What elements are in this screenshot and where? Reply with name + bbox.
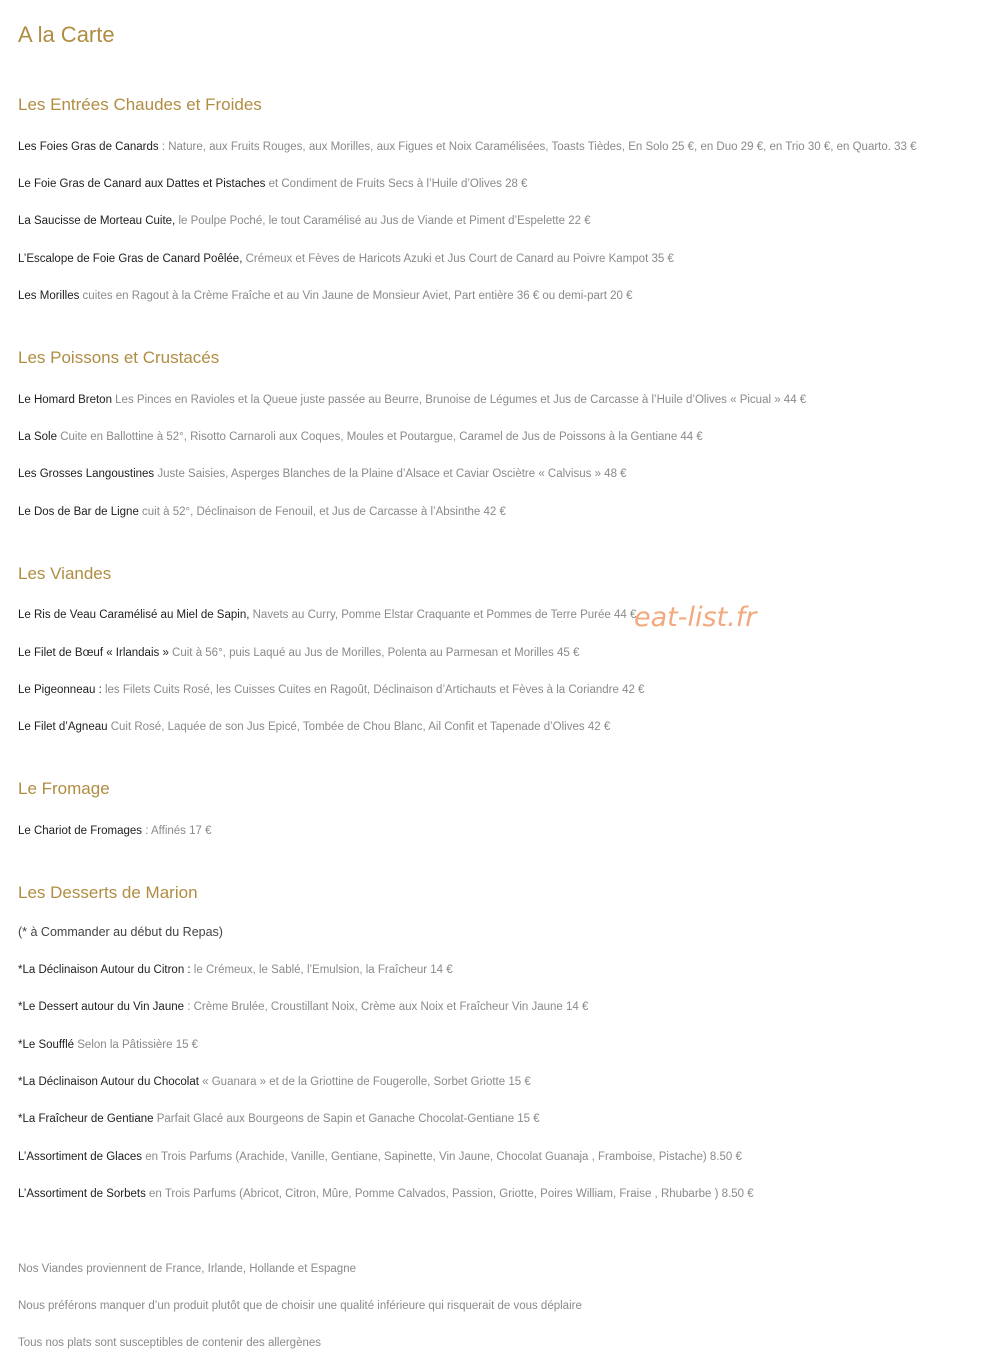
menu-item [18, 962, 453, 978]
section-title-poissons: Les Poissons et Crustacés [18, 348, 220, 367]
menu-item [18, 1111, 540, 1127]
menu-item [18, 429, 703, 445]
desserts-note: (* à Commander au début du Repas) [18, 925, 223, 939]
menu-item [18, 392, 806, 408]
menu-item-name: La Saucisse de Morteau Cuite, [18, 215, 176, 227]
menu-item-name: Le Homard Breton [18, 394, 112, 406]
menu-item [18, 1149, 742, 1165]
menu-item-name: L’Escalope de Foie Gras de Canard Poêlée, [18, 253, 243, 265]
menu-item-name: Le Filet d’Agneau [18, 721, 108, 733]
watermark-logo: eat-list.fr [634, 602, 757, 633]
menu-item-name: *La Fraîcheur de Gentiane [18, 1113, 154, 1125]
menu-item-desc: : Crème Brulée, Croustillant Noix, Crème aux Noix et Fraîcheur Vin Jaune 14 € [184, 1001, 589, 1013]
menu-item-desc: le Poulpe Poché, le tout Caramélisé au Jus de Viande et Piment d’Espelette 22 € [175, 215, 591, 227]
menu-item-desc: cuites en Ragout à la Crème Fraîche et au Vin Jaune de Monsieur Aviet, Part entière 36 € ou demi-part 20 € [79, 290, 633, 302]
menu-item-desc: : Affinés 17 € [142, 825, 212, 837]
menu-item [18, 719, 610, 735]
menu-item-desc: le Crémeux, le Sablé, l’Emulsion, la Fraîcheur 14 € [190, 964, 453, 976]
menu-item-name: L’Assortiment de Glaces [18, 1151, 143, 1163]
menu-item [18, 288, 633, 304]
menu-item-desc: cuit à 52°, Déclinaison de Fenouil, et Jus de Carcasse à l’Absinthe 42 € [138, 506, 506, 518]
menu-item [18, 213, 591, 229]
menu-item-name: *La Déclinaison Autour du Chocolat [18, 1076, 199, 1088]
menu-item-desc: en Trois Parfums (Abricot, Citron, Mûre, Pomme Calvados, Passion, Griotte, Poires William, Fraise , Rhubarbe ) 8.50 € [145, 1188, 754, 1200]
menu-item [18, 607, 636, 623]
menu-item-name: Le Foie Gras de Canard aux Dattes et Pistaches [18, 178, 266, 190]
menu-item [18, 1186, 754, 1202]
menu-item-name: *Le Soufflé [18, 1039, 75, 1051]
section-title-fromage: Le Fromage [18, 779, 110, 798]
menu-item-desc: Crémeux et Fèves de Haricots Azuki et Jus Court de Canard au Poivre Kampot 35 € [242, 253, 674, 265]
menu-item-name: Le Filet de Bœuf « Irlandais » [18, 647, 169, 659]
section-title-entrees: Les Entrées Chaudes et Froides [18, 95, 262, 114]
menu-item-desc: « Guanara » et de la Griottine de Fougerolle, Sorbet Griotte 15 € [198, 1076, 531, 1088]
menu-item-name: *Le Dessert autour du Vin Jaune [18, 1001, 185, 1013]
menu-item-name: Les Grosses Langoustines [18, 468, 155, 480]
menu-item-name: Le Ris de Veau Caramélisé au Miel de Sapin, [18, 609, 250, 621]
menu-item-name: Le Chariot de Fromages [18, 825, 143, 837]
menu-item-desc: Navets au Curry, Pomme Elstar Craquante et Pommes de Terre Purée 44 € [249, 609, 637, 621]
menu-item-desc: Cuit Rosé, Laquée de son Jus Epicé, Tombée de Chou Blanc, Ail Confit et Tapenade d’Olives 42 € [107, 721, 611, 733]
menu-item [18, 504, 506, 520]
footer-note-origin: Nos Viandes proviennent de France, Irlande, Hollande et Espagne [18, 1263, 356, 1275]
menu-item-name: *La Déclinaison Autour du Citron : [18, 964, 191, 976]
menu-item [18, 251, 674, 267]
menu-item-name: L’Assortiment de Sorbets [18, 1188, 146, 1200]
menu-item [18, 1037, 198, 1053]
section-title-viandes: Les Viandes [18, 564, 112, 583]
menu-item [18, 823, 212, 839]
menu-item [18, 176, 527, 192]
page-title: A la Carte [18, 22, 115, 47]
menu-item [18, 999, 588, 1015]
menu-item-desc: Cuit à 56°, puis Laqué au Jus de Morilles, Polenta au Parmesan et Morilles 45 € [168, 647, 580, 659]
section-title-desserts: Les Desserts de Marion [18, 883, 198, 902]
menu-item [18, 466, 627, 482]
menu-item-name: Le Dos de Bar de Ligne [18, 506, 139, 518]
menu-item [18, 139, 917, 155]
menu-item-desc: Juste Saisies, Asperges Blanches de la Plaine d’Alsace et Caviar Osciètre « Calvisus » 48 € [154, 468, 627, 480]
menu-item-desc: les Filets Cuits Rosé, les Cuisses Cuites en Ragoût, Déclinaison d’Artichauts et Fèves à la Coriandre 42 € [101, 684, 645, 696]
menu-item-desc: Les Pinces en Ravioles et la Queue juste passée au Beurre, Brunoise de Légumes et Jus de Carcasse à l’Huile d’Olives « Picual » 44 € [111, 394, 807, 406]
menu-item-desc: : Nature, aux Fruits Rouges, aux Morilles, aux Figues et Noix Caramélisées, Toasts Tièdes, En Solo 25 €, en Duo 29 €, en Trio 30 €, en Quarto. 33 € [158, 141, 917, 153]
menu-item-desc: en Trois Parfums (Arachide, Vanille, Gentiane, Sapinette, Vin Jaune, Chocolat Guanaja , Framboise, Pistache) 8.50 € [142, 1151, 742, 1163]
menu-item [18, 645, 579, 661]
footer-note-allergens: Tous nos plats sont susceptibles de contenir des allergènes [18, 1337, 322, 1349]
menu-item-desc: et Condiment de Fruits Secs à l’Huile d’Olives 28 € [265, 178, 528, 190]
menu-item-desc: Parfait Glacé aux Bourgeons de Sapin et Ganache Chocolat-Gentiane 15 € [153, 1113, 540, 1125]
footer-note-quality: Nous préférons manquer d’un produit plutôt que de choisir une qualité inférieure qui risquerait de vous déplaire [18, 1300, 582, 1312]
menu-item [18, 682, 644, 698]
menu-item [18, 1074, 531, 1090]
menu-item-desc: Cuite en Ballottine à 52°, Risotto Carnaroli aux Coques, Moules et Poutargue, Caramel de Jus de Poissons à la Gentiane 44 € [57, 431, 703, 443]
menu-item-name: Le Pigeonneau : [18, 684, 102, 696]
menu-item-name: Les Morilles [18, 290, 80, 302]
menu-item-name: La Sole [18, 431, 58, 443]
menu-item-desc: Selon la Pâtissière 15 € [74, 1039, 199, 1051]
menu-item-name: Les Foies Gras de Canards [18, 141, 159, 153]
